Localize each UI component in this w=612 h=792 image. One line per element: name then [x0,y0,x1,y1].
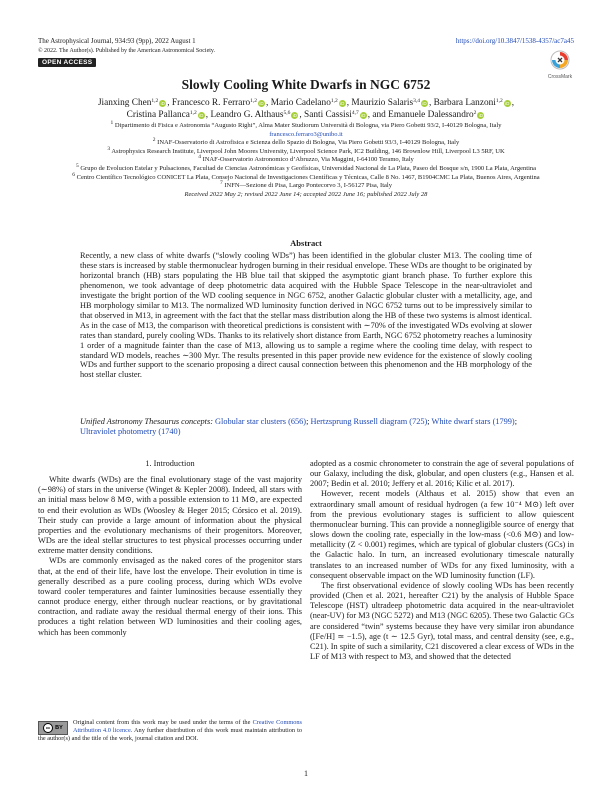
orcid-icon[interactable]: iD [160,101,165,106]
orcid-icon[interactable]: iD [259,101,264,106]
orcid-icon[interactable]: iD [199,112,204,118]
abstract-heading: Abstract [290,238,322,248]
body-paragraph: adopted as a cosmic chronometer to constrain the age of several populations of our Galaxy, including the disk, globular, and open clusters (e.g., Hansen et al. 2007; Bedin et al. 2010; Jeffery et al. 2016; Kilic et al. 2017). [310,459,574,489]
crossmark-badge[interactable] [546,50,574,80]
journal-header: The Astrophysical Journal, 934:93 (9pp), 2022 August 1 [38,37,196,45]
affiliation: $^3$ Astrophysics Research Institute, Liverpool John Moores University, Liverpool Science Park, IC2 Building, 146 Brownlow Hill, Liverpool L3 5RF, UK [107,145,505,155]
corresponding-email[interactable]: francesco.ferraro3@unibo.it [269,130,343,138]
body-paragraph: However, recent models (Althaus et al. 2015) show that even an extraordinary small amount of residual hydrogen (a few 10⁻⁴ M⊙) left over from the previous evolutionary stages is sufficient to allow quiescent thermonuclear burning. This can provide a nonnegligible source of energy that slows down the cooling rate, especially in the low-mass (<0.6 M⊙) and low-metallicity (Z < 0.001) regimes, which are typical of globular clusters (GCs) in the Galactic halo. In turn, an increased evolutionary timescale naturally translates to an increased number of WDs for any fixed luminosity, with a consequent observable impact on the WD luminosity function (LF). [310,489,574,580]
affiliation: $^1$ Dipartimento di Fisica e Astronomia “Augusto Righi”, Alma Mater Studiorum Università di Bologna, via Piero Gobetti 93/2, I-40129 Bologna, Italy [110,120,502,129]
body-paragraph: White dwarfs (WDs) are the final evolutionary stage of the vast majority (∼98%) of stars in the universe (Winget & Kepler 2008). Indeed, all stars with an initial mass below 8 M⊙, with a possible extension to 11 M⊙, are expected to end their evolution as WDs (Woosley & Heger 2015; Córsico et al. 2019). Their study can provide a large amount of information about the physical properties and the evolutionary mechanisms of their progenitors. Moreover, WDs are the ideal stellar structures to test physical processes occurring under extreme matter density conditions. [38,475,302,556]
body-paragraph: The first observational evidence of slowly cooling WDs has been recently provided (Chen et al. 2021, hereafter C21) by the analysis of Hubble Space Telescope (HST) ultradeep photometric data acquired in the near-ultraviolet (near-UV) for M3 (NGC 5272) and M13 (NGC 6205). These two Galactic GCs are considered “twin” systems because they have very similar iron abundance ([Fe/H] ≃ −1.5), age (t ∼ 12.5 Gyr), total mass, and central density (see, e.g., C21). In spite of such a similarity, C21 discovered a clear excess of WDs in the LF of M13 with respect to M3, and showed that the detected [310,580,574,661]
orcid-icon[interactable]: iD [422,101,427,106]
body-paragraph: WDs are commonly envisaged as the naked cores of the progenitor stars that, at the end of their life, have lost the envelope. Their evolution in time is generally described as a pure cooling process, during which WDs evolve toward cooler temperatures and fainter luminosities because essentially they cannot produce energy, either through nuclear reactions, or by gravitational contraction, and radiate away the residual thermal energy of their ions. This produces a tight relation between WD luminosities and their cooling ages, which has been commonly [38,556,302,637]
license-notice: cc BY Original content from this work may be used under the terms of the Creative Commons Attribution 4.0 licence. Any further distribution of this work must maintain attribution to the author(s) and the title of the work, journal citation and DOI. [38,719,302,743]
author[interactable]: Santi Cassisi$^{4,7}$ iD [304,109,366,120]
author-conjunction: and [372,109,386,120]
orcid-icon[interactable]: iD [292,112,298,118]
author[interactable]: Leandro G. Althaus$^{5,6}$ iD [210,109,298,120]
cc-by-icon[interactable]: cc BY [38,721,68,735]
open-access-badge: OPEN ACCESS [38,58,96,67]
keywords-label: Unified Astronomy Thesaurus concepts: [80,417,213,426]
crossmark-icon [550,50,570,70]
keyword-link[interactable]: Globular star clusters (656) [215,417,307,426]
author[interactable]: Barbara Lanzoni$^{1,2}$ iD [433,98,510,108]
author[interactable]: Jianxing Chen$^{1,2}$ iD [97,98,165,108]
affiliation: $^7$ INFN—Sezione di Pisa, Largo Pontecorvo 3, I-56127 Pisa, Italy [220,180,392,190]
doi-link[interactable]: https://doi.org/10.3847/1538-4357/ac7a45 [455,37,574,45]
left-column [38,459,302,638]
author[interactable]: Maurizio Salaris$^{3,4}$ iD [351,98,427,108]
publication-dates: Received 2022 May 2; revised 2022 June 14; accepted 2022 June 16; published 2022 July 28 [184,190,428,198]
keyword-link[interactable]: White dwarf stars (1799) [431,417,515,426]
affiliation: $^5$ Grupo de Evolucion Estelar y Pulsaciones, Facultad de Ciencias Astronómicas y Geofísicas, Universidad Nacional de La Plata, Paseo del Bosque s/n, 1900 La Plata, Argentina [75,162,537,172]
license-link[interactable]: Creative Commons Attribution 4.0 licence [73,719,302,735]
orcid-icon[interactable]: iD [340,101,345,106]
orcid-icon[interactable]: iD [478,112,483,118]
crossmark-label: CrossMark [547,74,573,80]
keyword-link[interactable]: Hertzsprung Russell diagram (725) [310,417,428,426]
abstract-text: Recently, a new class of white dwarfs (“slowly cooling WDs”) has been identified in the globular cluster M13. The cooling time of these stars is increased by stable thermonuclear hydrogen burning in their residual envelope. These WDs are thought to be originated by horizontal branch (HB) stars populating the HB blue tail that skipped the asymptotic giant branch phase. To further explore this phenomenon, we took advantage of deep photometric data acquired with the Hubble Space Telescope in the near-ultraviolet and investigate the bright portion of the WD cooling sequence in NGC 6752, another Galactic globular cluster with a metallicity, age, and HB morphology similar to M13. The normalized WD luminosity function derived in NGC 6752 turns out to be impressively similar to that observed in M13, in agreement with the fact that the stellar mass distribution along the HB of these two systems is almost identical. As in the case of M13, the comparison with theoretical predictions is consistent with ∼70% of the investigated WDs evolving at slower rates than standard, purely cooling WDs. Thanks to its relatively short distance from Earth, NGC 6752 photometry reaches a luminosity 1 order of a magnitude fainter than the case of M13, allowing us to sample a regime where the cooling time delay, with respect to standard WD models, reaches ∼300 Myr. The results presented in this paper provide new evidence for the existence of slowly cooling WDs and further support to the scenario proposing a direct causal connection between this phenomenon and the HB morphology of the host stellar cluster. [80,251,532,380]
orcid-icon[interactable]: iD [505,101,510,106]
orcid-icon[interactable]: iD [361,112,366,118]
affiliation: $^6$ Centro Científico Tecnológico CONICET La Plata, Consejo Nacional de Investigaciones Científicas y Técnicas, Calle 8 No. 1467, B1904CMC La Plata, Buenos Aires, Argentina [72,171,540,181]
author[interactable]: Francesco R. Ferraro$^{1,2}$ iD [171,98,264,108]
author[interactable]: Cristina Pallanca$^{1,2}$ iD [126,109,204,120]
copyright-line: © 2022. The Author(s). Published by the American Astronomical Society. [38,48,216,54]
affiliation: $^2$ INAF-Osservatorio di Astrofisica e Scienza dello Spazio di Bologna, Via Piero Gobetti 93/3, I-40129 Bologna, Italy [152,137,460,147]
paper-title: Slowly Cooling White Dwarfs in NGC 6752 [181,77,431,92]
affiliation: $^4$ INAF-Osservatorio Astronomico d’Abruzzo, Via Maggini, I-64100 Teramo, Italy [198,154,414,164]
page-number: 1 [304,769,308,778]
keyword-link[interactable]: Ultraviolet photometry (1740) [80,426,181,436]
author[interactable]: Mario Cadelano$^{1,2}$ iD [270,98,345,108]
keywords: Unified Astronomy Thesaurus concepts: Globular star clusters (656); Hertzsprung Russell diagram (725); White dwarf stars (1799); Ultraviolet photometry (1740) [80,417,517,436]
author[interactable]: Emanuele Dalessandro$^2$ iD [388,109,483,120]
affiliations [40,122,572,199]
section-heading: 1. Introduction [145,459,195,468]
author-list: Jianxing Chen$^{1,2}$ iD , Francesco R. Ferraro$^{1,2}$ iD , Mario Cadelano$^{1,2}$ iD , Maurizio Salaris$^{3,4}$ iD , Barbara Lanzoni$^{1,2}$ iD , Cristina Pallanca$^{1,2}$ iD , Leandro G. Althaus$^{5,6}$ iD , Santi Cassisi$^{4,7}$ iD , and Emanuele Dalessandro$^2$ iD [97,98,515,120]
right-column [310,459,574,662]
